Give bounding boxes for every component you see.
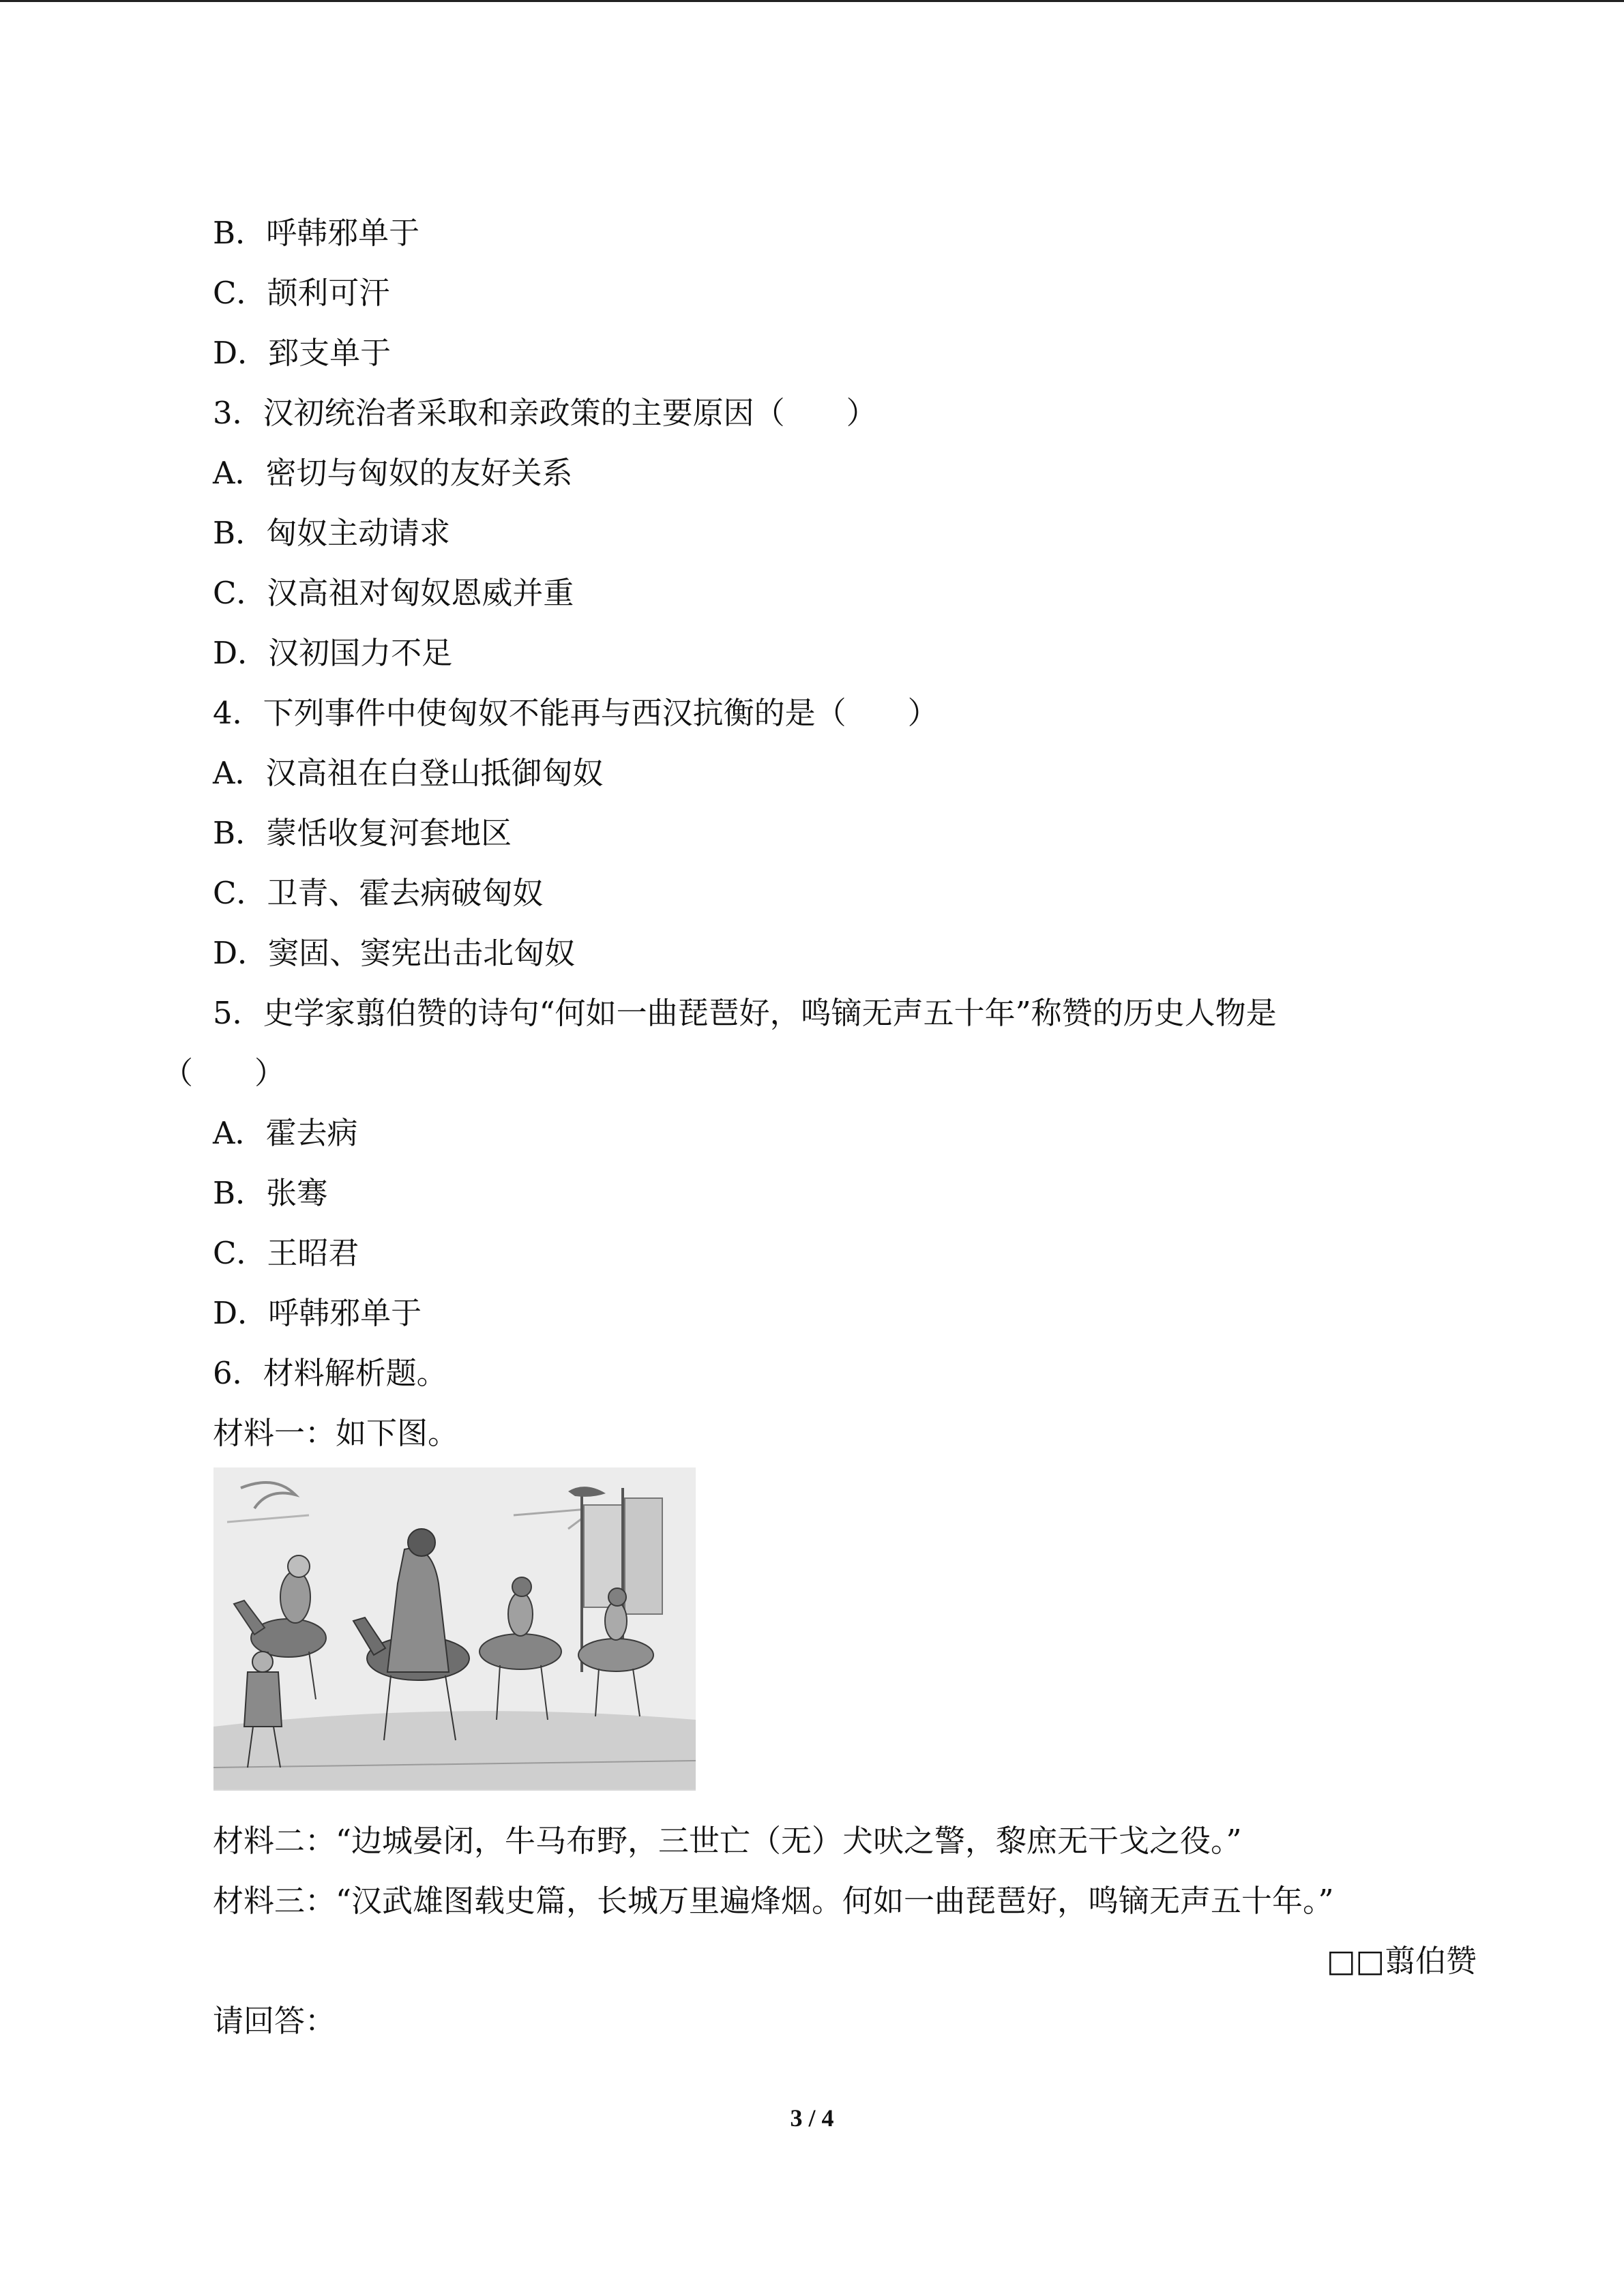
option-3b: B．匈奴主动请求	[213, 515, 451, 551]
option-3c: C．汉高祖对匈奴恩威并重	[213, 575, 574, 611]
option-5b: B．张骞	[213, 1175, 328, 1211]
material-2: 材料二：“边城晏闭，牛马布野，三世亡（无）犬吠之警，黎庶无干戈之役。”	[213, 1823, 1242, 1859]
material-3-author: □□翦伯赞	[1326, 1943, 1477, 1979]
question-6: 6．材料解析题。	[213, 1355, 447, 1391]
option-5d: D．呼韩邪单于	[213, 1295, 422, 1331]
option-2c: C．颉利可汗	[213, 275, 390, 311]
option-3d: D．汉初国力不足	[213, 635, 453, 671]
option-5c: C．王昭君	[213, 1235, 359, 1271]
top-border	[0, 0, 1624, 2]
option-4a: A．汉高祖在白登山抵御匈奴	[213, 755, 604, 791]
option-4d: D．窦固、窦宪出击北匈奴	[213, 935, 576, 971]
option-2b: B．呼韩邪单于	[213, 215, 420, 251]
material-3: 材料三：“汉武雄图载史篇，长城万里遍烽烟。何如一曲琵琶好，鸣镝无声五十年。”	[213, 1883, 1334, 1919]
question-5: 5．史学家翦伯赞的诗句“何如一曲琵琶好，鸣镝无声五十年”称赞的历史人物是	[213, 995, 1277, 1031]
answer-prompt: 请回答：	[213, 2003, 336, 2039]
zhaojun-illustration	[213, 1467, 696, 1791]
option-5a: A．霍去病	[213, 1115, 358, 1151]
question-4: 4．下列事件中使匈奴不能再与西汉抗衡的是（ ）	[213, 695, 939, 731]
material-1: 材料一：如下图。	[213, 1415, 459, 1451]
option-4c: C．卫青、霍去病破匈奴	[213, 875, 544, 911]
option-4b: B．蒙恬收复河套地区	[213, 815, 512, 851]
option-2d: D．郅支单于	[213, 335, 392, 371]
option-3a: A．密切与匈奴的友好关系	[213, 455, 573, 491]
question-5-bracket: （ ）	[162, 1055, 286, 1091]
page-number: 3 / 4	[790, 2104, 834, 2132]
question-3: 3．汉初统治者采取和亲政策的主要原因（ ）	[213, 395, 877, 431]
